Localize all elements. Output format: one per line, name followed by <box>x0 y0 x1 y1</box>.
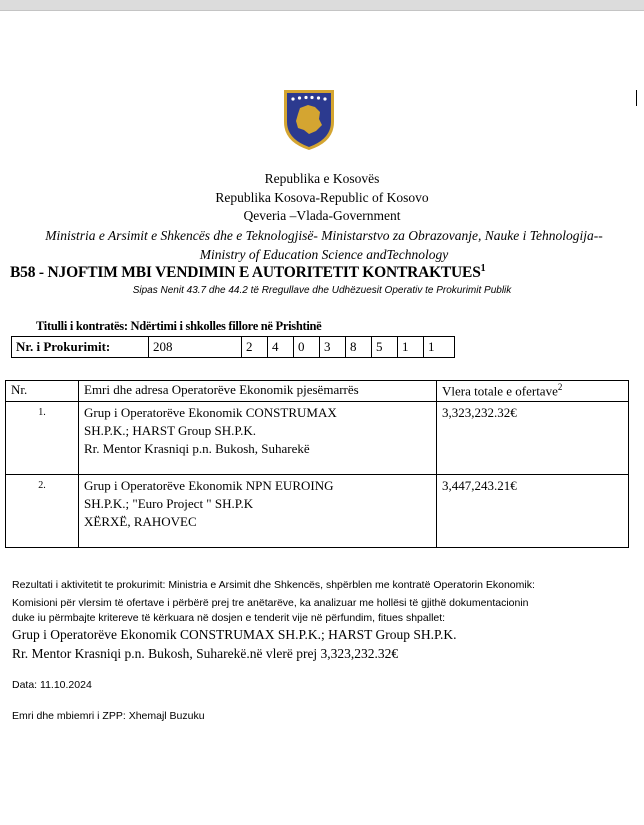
header-republic-multilingual: Republika Kosova-Republic of Kosovo <box>215 190 429 205</box>
kosovo-coat-of-arms-icon <box>282 88 336 152</box>
header-value: Vlera totale e ofertave$^2$ <box>437 381 629 402</box>
table-row <box>6 402 629 475</box>
offer-value: 3,447,243.21€ <box>437 475 629 548</box>
notice-subtitle: Sipas Nenit 43.7 dhe 44.2 të Rregullave dhe Udhëzuesit Operativ te Prokurimit Publik <box>132 285 512 296</box>
table-row <box>6 475 629 548</box>
offers-table-header <box>6 381 629 402</box>
document-date: Data: 11.10.2024 <box>12 679 92 691</box>
procurement-number-table <box>11 336 455 358</box>
offer-value: 3,323,232.32€ <box>437 402 629 475</box>
procurement-digit: 1 <box>424 337 455 358</box>
procurement-digit: 0 <box>294 337 320 358</box>
header-republic-sq: Republika e Kosovës <box>264 171 380 186</box>
row-number: 2. <box>6 475 79 548</box>
procurement-digit: 1 <box>398 337 424 358</box>
result-text-line2: Komisioni për vlersim të ofertave i përbërë prej tre anëtarëve, ka analizuar me hollësi të gjithë dokumentacionin <box>12 597 529 609</box>
winner-line2: Rr. Mentor Krasniqi p.n. Bukosh, Suharekë.në vlerë prej 3,323,232.32€ <box>12 646 399 661</box>
procurement-digit: 5 <box>372 337 398 358</box>
footnote-ref: 1 <box>480 263 486 274</box>
operator-cell: Grup i Operatorëve Ekonomik CONSTRUMAX SH.P.K.; HARST Group SH.P.K. Rr. Mentor Krasniqi p.n. Bukosh, Suharekë <box>79 402 437 475</box>
procurement-digit: 2 <box>242 337 268 358</box>
offers-table <box>5 380 629 548</box>
header-operator: Emri dhe adresa Operatorëve Ekonomik pjesëmarrës <box>79 381 437 402</box>
procurement-digit: 3 <box>320 337 346 358</box>
zpp-name: Emri dhe mbiemri i ZPP: Xhemajl Buzuku <box>12 710 205 722</box>
notice-title: B58 - NJOFTIM MBI VENDIMIN E AUTORITETIT KONTRAKTUES$^1$ <box>10 263 486 282</box>
procurement-digit: 208 <box>149 337 242 358</box>
result-text-line1: Rezultati i aktivitetit te prokurimit: Ministria e Arsimit dhe Shkencës, shpërblen me kontratë Operatorin Ekonomik: <box>12 579 535 591</box>
contract-title: Titulli i kontratës: Ndërtimi i shkolles fillore në Prishtinë <box>36 319 322 333</box>
operator-cell: Grup i Operatorëve Ekonomik NPN EUROING SH.P.K.; "Euro Project " SH.P.K XËRXË, RAHOVEC <box>79 475 437 548</box>
winner-line1: Grup i Operatorëve Ekonomik CONSTRUMAX SH.P.K.; HARST Group SH.P.K. <box>12 627 457 642</box>
window-top-bar <box>0 0 644 11</box>
procurement-digit: 4 <box>268 337 294 358</box>
header-nr: Nr. <box>6 381 79 402</box>
header-ministry: Ministria e Arsimit e Shkencës dhe e Teknologjisë- Ministarstvo za Obrazovanje, Nauke i Tehnologija--Ministry of Education Science andTechnology <box>45 228 603 262</box>
row-number: 1. <box>6 402 79 475</box>
text-cursor <box>636 90 637 106</box>
procurement-digit: 8 <box>346 337 372 358</box>
header-government: Qeveria –Vlada-Government <box>243 208 401 223</box>
result-text-line3: duke iu përmbajte kritereve të kërkuara në dosjen e tenderit vije në përfundim, fitues shpallet: <box>12 612 446 624</box>
procurement-number-label: Nr. i Prokurimit: <box>12 337 149 358</box>
